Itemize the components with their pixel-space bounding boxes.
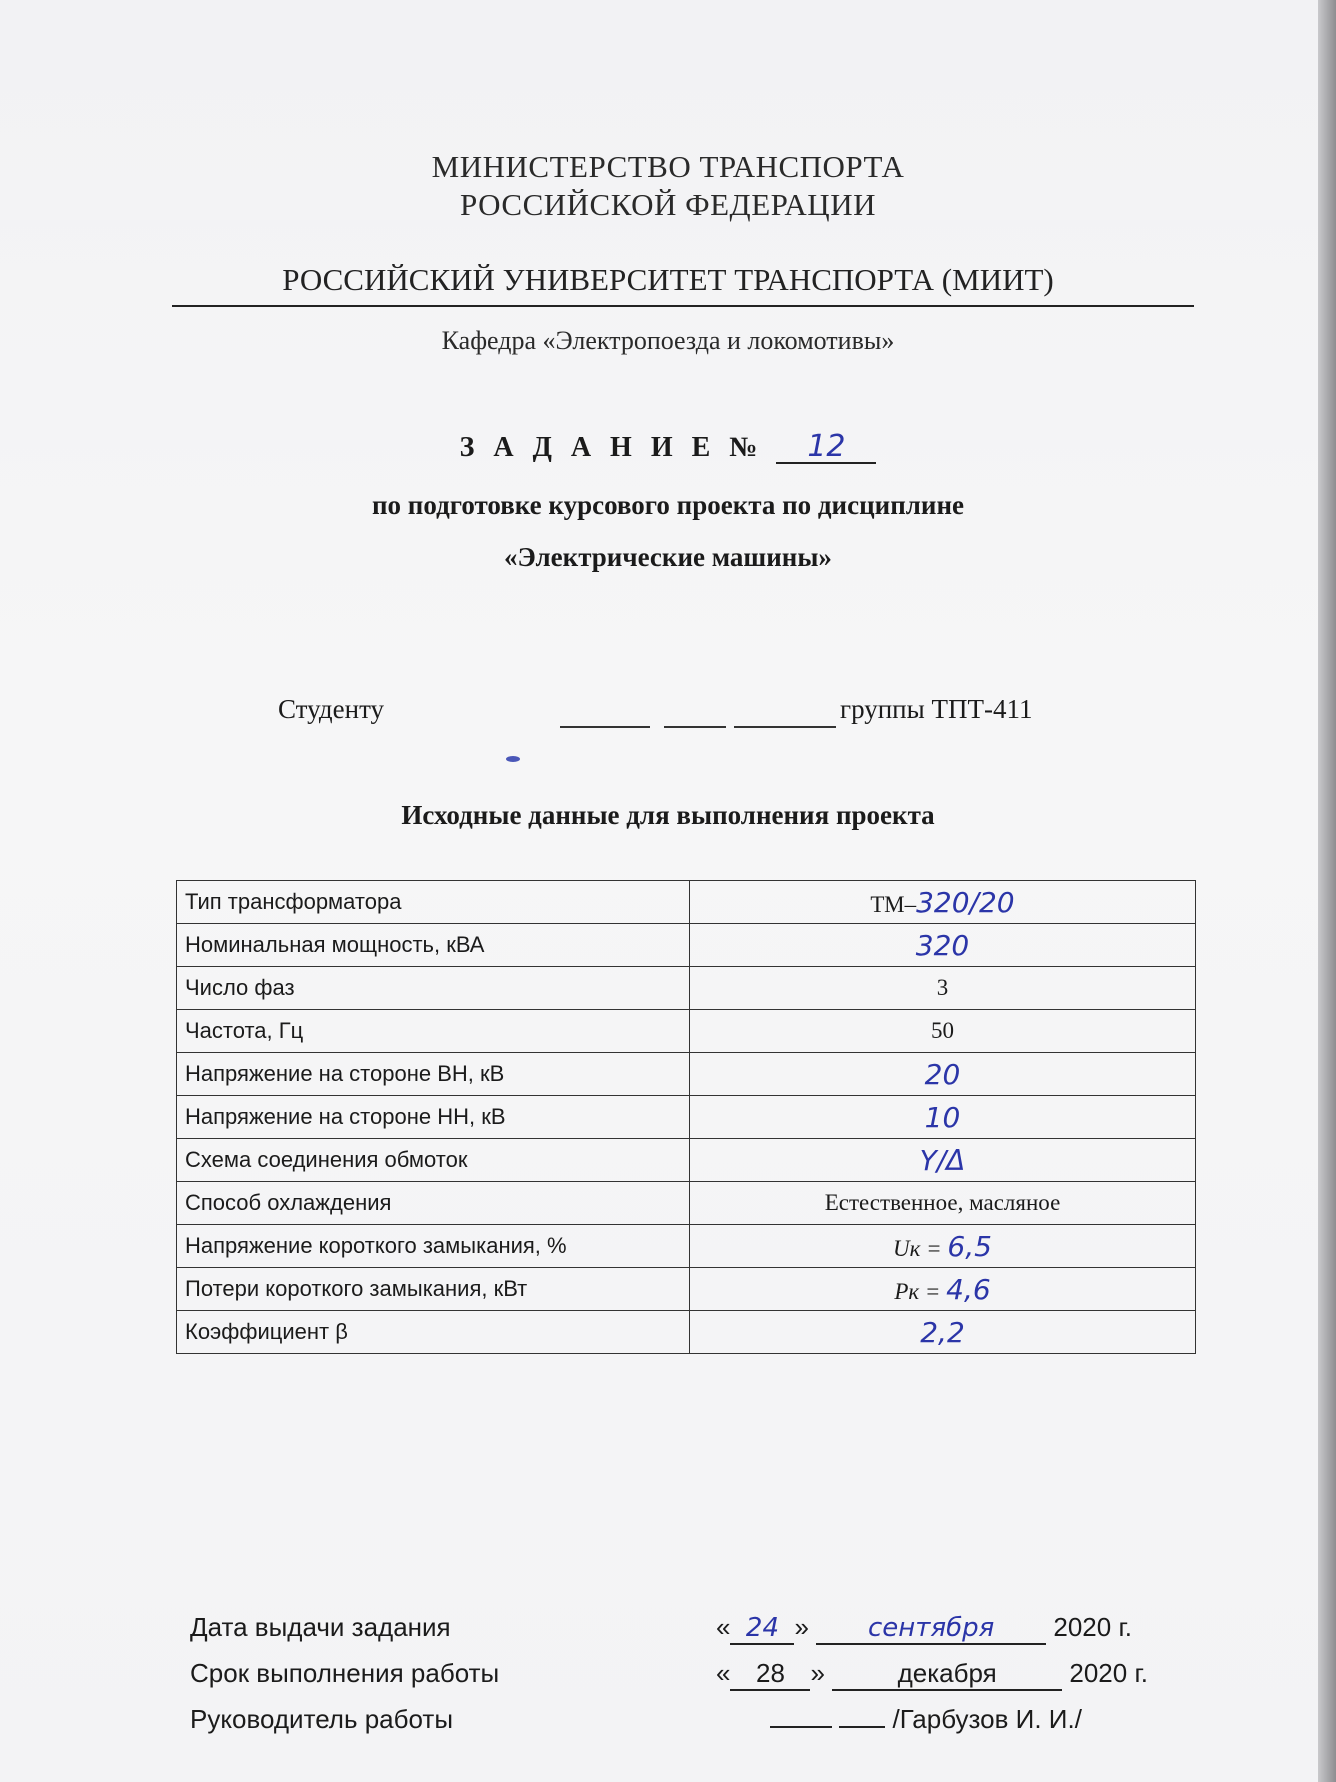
university-name: РОССИЙСКИЙ УНИВЕРСИТЕТ ТРАНСПОРТА (МИИТ) xyxy=(282,262,1054,297)
param-value xyxy=(690,1053,1196,1096)
param-name: Коэффициент β xyxy=(177,1311,690,1354)
issue-year: 2020 г. xyxy=(1053,1612,1132,1642)
param-value xyxy=(690,1096,1196,1139)
table-row xyxy=(177,1053,1196,1096)
table-row xyxy=(177,1096,1196,1139)
param-value xyxy=(690,881,1196,924)
table-row xyxy=(177,1139,1196,1182)
table-row xyxy=(177,924,1196,967)
assignment-title xyxy=(0,429,1336,464)
deadline-date: « 28 » декабря 2020 г. xyxy=(716,1658,1148,1691)
assignment-number: 12 xyxy=(776,432,876,464)
param-value xyxy=(690,1139,1196,1182)
param-name: Частота, Гц xyxy=(177,1010,690,1053)
issue-date: « 24 » сентября 2020 г. xyxy=(716,1612,1132,1643)
ministry-line-2: РОССИЙСКОЙ ФЕДЕРАЦИИ xyxy=(460,187,876,222)
discipline-name: «Электрические машины» xyxy=(504,542,832,572)
param-name: Напряжение на стороне ВН, кВ xyxy=(177,1053,690,1096)
param-value-handwritten: 320 xyxy=(915,928,970,962)
supervisor-name: /Гарбузов И. И./ xyxy=(892,1704,1082,1734)
param-value xyxy=(690,924,1196,967)
deadline-year: 2020 г. xyxy=(1069,1658,1148,1688)
issue-month: сентября xyxy=(816,1613,1046,1645)
param-name: Напряжение на стороне НН, кВ xyxy=(177,1096,690,1139)
deadline-label: Срок выполнения работы xyxy=(190,1658,500,1688)
param-name: Схема соединения обмоток xyxy=(177,1139,690,1182)
deadline-month: декабря xyxy=(832,1658,1062,1691)
table-row xyxy=(177,1010,1196,1053)
param-name: Способ охлаждения xyxy=(177,1182,690,1225)
param-value xyxy=(690,1225,1196,1268)
param-name: Номинальная мощность, кВА xyxy=(177,924,690,967)
table-row xyxy=(177,1268,1196,1311)
param-value-handwritten: 4,6 xyxy=(946,1272,991,1306)
university-underline xyxy=(172,305,1194,307)
student-name-blank xyxy=(560,726,650,728)
table-row xyxy=(177,967,1196,1010)
param-symbol: Uк = xyxy=(893,1235,942,1261)
student-name-blank xyxy=(734,726,836,728)
param-value-handwritten: 2,2 xyxy=(920,1315,965,1349)
param-value-handwritten: 10 xyxy=(924,1100,961,1134)
student-label: Студенту xyxy=(278,694,385,724)
ministry-line-1: МИНИСТЕРСТВО ТРАНСПОРТА xyxy=(431,149,905,184)
param-name: Напряжение короткого замыкания, % xyxy=(177,1225,690,1268)
param-value xyxy=(690,1311,1196,1354)
signature-blank xyxy=(770,1726,832,1728)
param-name: Число фаз xyxy=(177,967,690,1010)
param-symbol: Pк = xyxy=(894,1278,941,1304)
issue-date-label: Дата выдачи задания xyxy=(190,1612,451,1642)
param-value-handwritten: Y/Δ xyxy=(919,1143,966,1177)
param-name: Тип трансформатора xyxy=(177,881,690,924)
signature-blank xyxy=(839,1726,885,1728)
supervisor-label: Руководитель работы xyxy=(190,1704,454,1734)
param-value-handwritten: 20 xyxy=(924,1057,961,1091)
ink-mark xyxy=(506,756,520,762)
source-data-table xyxy=(176,880,1196,1354)
param-value-handwritten: 320/20 xyxy=(916,885,1015,919)
param-value-printed: ТМ– xyxy=(870,891,917,917)
supervisor-signature-row xyxy=(770,1704,1082,1735)
param-name: Потери короткого замыкания, кВт xyxy=(177,1268,690,1311)
issue-day: 24 xyxy=(730,1613,794,1645)
deadline-day: 28 xyxy=(730,1658,810,1691)
param-value-handwritten: 6,5 xyxy=(947,1229,992,1263)
param-value: 50 xyxy=(690,1010,1196,1053)
table-row xyxy=(177,881,1196,924)
ministry-header xyxy=(0,148,1336,224)
table-row xyxy=(177,1311,1196,1354)
assignment-subtitle: по подготовке курсового проекта по дисциплине xyxy=(371,490,965,520)
param-value: Естественное, масляное xyxy=(690,1182,1196,1225)
source-data-heading: Исходные данные для выполнения проекта xyxy=(401,800,935,830)
table-row xyxy=(177,1182,1196,1225)
table-row xyxy=(177,1225,1196,1268)
student-name-blank xyxy=(664,726,726,728)
assignment-title-label: З А Д А Н И Е № xyxy=(459,432,764,463)
param-value xyxy=(690,1268,1196,1311)
group-label: группы ТПТ-411 xyxy=(840,694,1033,724)
param-value: 3 xyxy=(690,967,1196,1010)
department-name: Кафедра «Электропоезда и локомотивы» xyxy=(441,326,895,355)
